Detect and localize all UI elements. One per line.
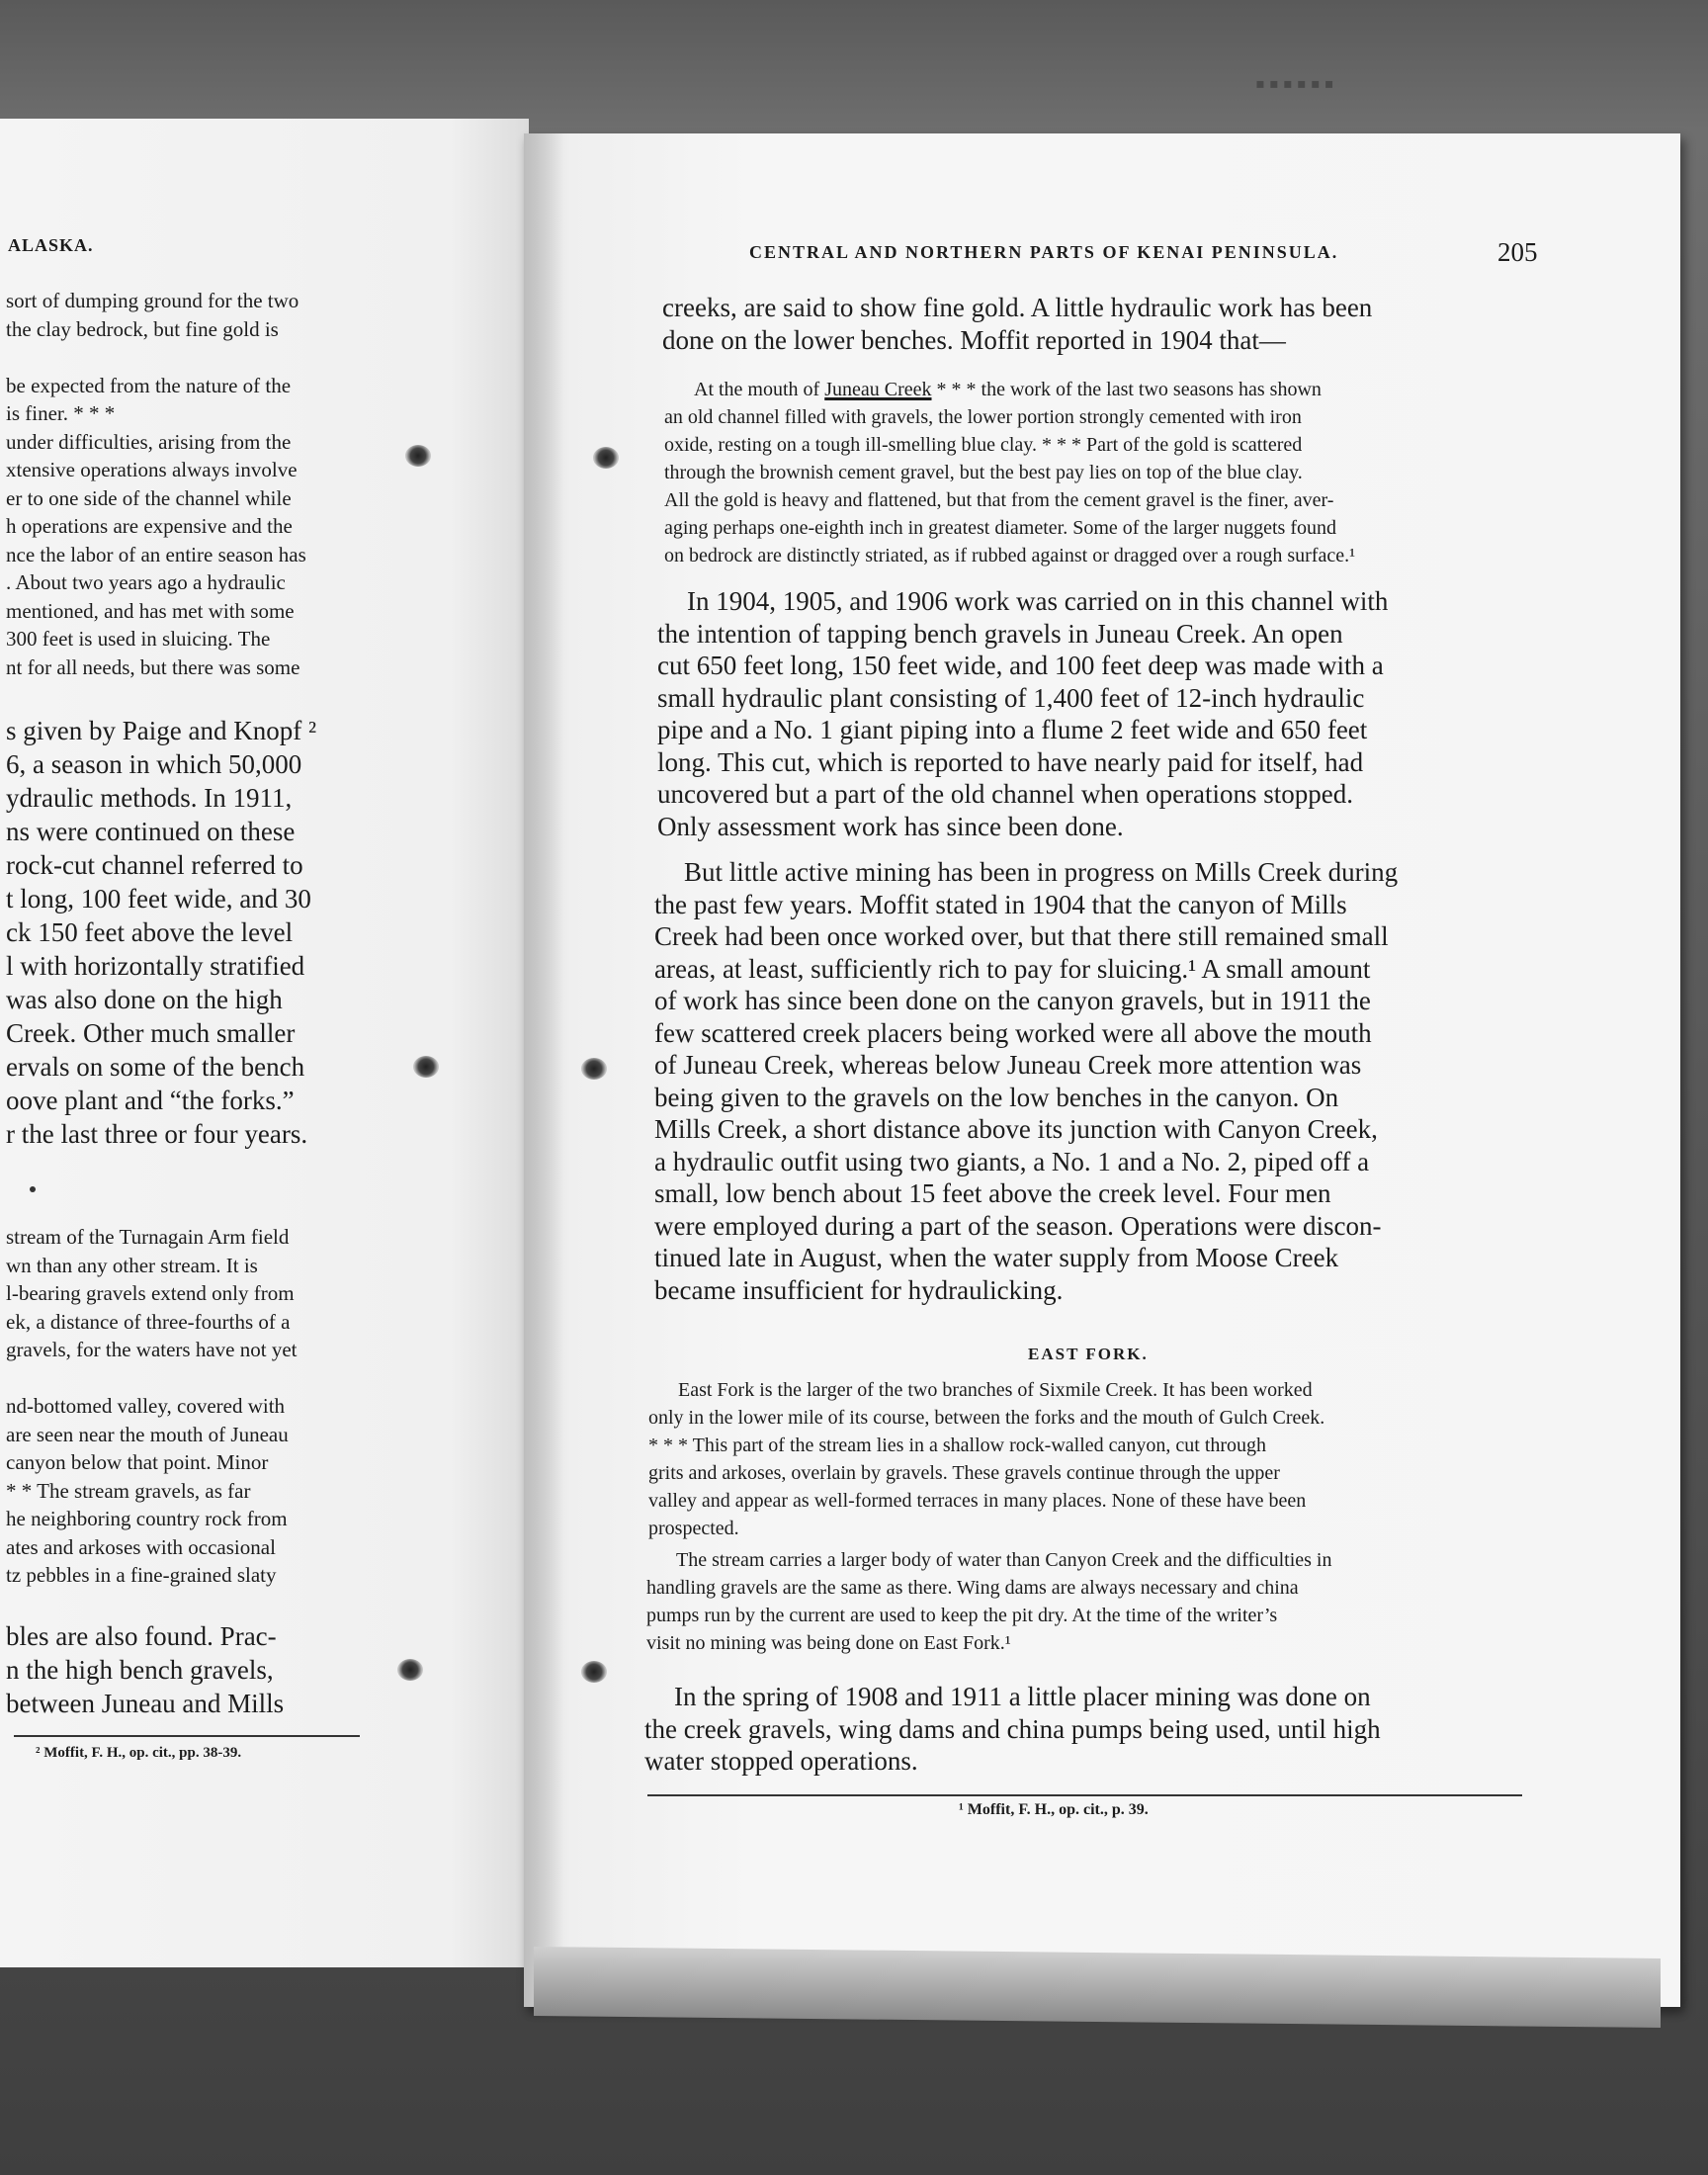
text-line: pipe and a No. 1 giant piping into a flume 2 feet wide and 650 feet xyxy=(657,715,1368,744)
text-line: a hydraulic outfit using two giants, a No. 1 and a No. 2, piped off a xyxy=(654,1146,1370,1176)
text-line: t long, 100 feet wide, and 30 xyxy=(6,884,311,914)
text-line: areas, at least, sufficiently rich to pay for sluicing.¹ A small amount xyxy=(654,953,1371,984)
text-line: . About two years ago a hydraulic xyxy=(6,570,286,594)
text-line: mentioned, and has met with some xyxy=(6,598,295,623)
text-line: The stream carries a larger body of water than Canyon Creek and the difficulties in xyxy=(676,1549,1332,1571)
text-line: the intention of tapping bench gravels in Juneau Creek. An open xyxy=(657,618,1343,649)
text-line xyxy=(6,343,372,372)
text-line: done on the lower benches. Moffit reported in 1904 that— xyxy=(662,324,1286,355)
text-line: long. This cut, which is reported to have nearly paid for itself, had xyxy=(657,746,1364,777)
section-heading-east-fork: EAST FORK. xyxy=(1028,1345,1149,1363)
binding-hole-right-3 xyxy=(581,1661,607,1683)
text-line: Creek. Other much smaller xyxy=(6,1018,296,1048)
text-line: ck 150 feet above the level xyxy=(6,917,294,947)
text-line: ydraulic methods. In 1911, xyxy=(6,783,293,813)
text-line: water stopped operations. xyxy=(644,1746,918,1776)
text-line: tz pebbles in a fine-grained slaty xyxy=(6,1563,277,1587)
text-line: uncovered but a part of the old channel when operations stopped. xyxy=(657,779,1354,809)
text-line: East Fork is the larger of the two branches of Sixmile Creek. It has been worked xyxy=(678,1379,1313,1401)
page-gutter-shadow xyxy=(524,133,563,2007)
text-line: er to one side of the channel while xyxy=(6,485,292,510)
paragraph-spring-1908 xyxy=(644,1681,1524,1778)
binding-hole-right-1 xyxy=(593,447,619,469)
intro-paragraph xyxy=(662,292,1542,356)
text-line: ek, a distance of three-fourths of a xyxy=(6,1309,291,1334)
text-line: 300 feet is used in sluicing. The xyxy=(6,627,271,651)
text-line: creeks, are said to show fine gold. A little hydraulic work has been xyxy=(662,293,1373,322)
text-line: handling gravels are the same as there. Wing dams are always necessary and china xyxy=(646,1577,1299,1599)
text-line: n the high bench gravels, xyxy=(6,1655,274,1685)
running-header: CENTRAL AND NORTHERN PARTS OF KENAI PENINSULA. xyxy=(749,242,1339,262)
text-line: bles are also found. Prac- xyxy=(6,1621,277,1651)
paragraph-mills-creek xyxy=(654,856,1534,1306)
text-line: nce the labor of an entire season has xyxy=(6,542,306,566)
text-line: 6, a season in which 50,000 xyxy=(6,749,302,779)
quote-suffix: * * * the work of the last two seasons has shown xyxy=(931,379,1322,400)
text-line: oxide, resting on a tough ill-smelling blue clay. * * * Part of the gold is scattered xyxy=(664,434,1303,456)
text-line: valley and appear as well-formed terraces in many places. None of these have been xyxy=(648,1490,1307,1512)
text-line: l-bearing gravels extend only from xyxy=(6,1281,295,1305)
block-quote-first-line xyxy=(664,376,1544,403)
text-line: of Juneau Creek, whereas below Juneau Creek more attention was xyxy=(654,1050,1362,1080)
text-line: being given to the gravels on the low benches in the canyon. On xyxy=(654,1082,1339,1112)
text-line: is finer. * * * xyxy=(6,401,116,425)
text-line: In 1904, 1905, and 1906 work was carried on in this channel with xyxy=(687,586,1389,616)
block-quote-lines xyxy=(664,403,1544,569)
footnote: ¹ Moffit, F. H., op. cit., p. 39. xyxy=(959,1801,1149,1818)
text-line: the clay bedrock, but fine gold is xyxy=(6,316,279,341)
left-running-header: ALASKA. xyxy=(8,235,94,255)
footnote-rule xyxy=(647,1794,1522,1796)
text-line: the past few years. Moffit stated in 1904 that the canyon of Mills xyxy=(654,889,1347,919)
text-line: of work has since been done on the canyon gravels, but in 1911 the xyxy=(654,986,1371,1015)
east-fork-quote-1 xyxy=(648,1376,1528,1542)
text-line: ervals on some of the bench xyxy=(6,1052,305,1082)
text-line: s given by Paige and Knopf ² xyxy=(6,716,317,745)
quote-prefix: At the mouth of xyxy=(694,379,825,400)
text-line: be expected from the nature of the xyxy=(6,373,292,397)
juneau-creek-underlined: Juneau Creek xyxy=(824,379,932,400)
text-line: the creek gravels, wing dams and china pumps being used, until high xyxy=(644,1713,1381,1744)
text-line: grits and arkoses, overlain by gravels. These gravels continue through the upper xyxy=(648,1462,1280,1484)
text-line: * * * This part of the stream lies in a shallow rock-walled canyon, cut through xyxy=(648,1435,1267,1456)
text-line: gravels, for the waters have not yet xyxy=(6,1338,298,1361)
text-line: ates and arkoses with occasional xyxy=(6,1534,276,1559)
text-line: through the brownish cement gravel, but the best pay lies on top of the blue clay. xyxy=(664,462,1303,483)
text-line: was also done on the high xyxy=(6,985,283,1014)
text-line: were employed during a part of the season. Operations were discon- xyxy=(654,1210,1382,1241)
text-line: wn than any other stream. It is xyxy=(6,1253,258,1277)
text-line: on bedrock are distinctly striated, as if rubbed against or dragged over a rough surface.¹ xyxy=(664,545,1356,566)
text-line: l with horizontally stratified xyxy=(6,951,305,981)
text-line: rock-cut channel referred to xyxy=(6,850,303,880)
text-line: he neighboring country rock from xyxy=(6,1507,288,1530)
text-line: nt for all needs, but there was some xyxy=(6,654,300,679)
left-footnote-rule xyxy=(14,1735,360,1737)
text-line xyxy=(6,1364,372,1393)
text-line: pumps run by the current are used to keep the pit dry. At the time of the writer’s xyxy=(646,1605,1278,1626)
text-line: visit no mining was being done on East Fork.¹ xyxy=(646,1632,1011,1654)
text-line: ns were continued on these xyxy=(6,817,296,846)
left-text-block-3 xyxy=(6,1223,372,1590)
text-line: small, low bench about 15 feet above the creek level. Four men xyxy=(654,1178,1331,1208)
text-line: canyon below that point. Minor xyxy=(6,1450,269,1474)
text-line: cut 650 feet long, 150 feet wide, and 100 feet deep was made with a xyxy=(657,651,1384,680)
text-line: * * The stream gravels, as far xyxy=(6,1478,251,1503)
text-line: prospected. xyxy=(648,1518,739,1539)
left-footnote: ² Moffit, F. H., op. cit., pp. 38-39. xyxy=(36,1745,242,1761)
text-line: r the last three or four years. xyxy=(6,1119,308,1149)
text-line: tinued late in August, when the water supply from Moose Creek xyxy=(654,1243,1339,1272)
text-line: few scattered creek placers being worked were all above the mouth xyxy=(654,1017,1372,1048)
left-text-block-2 xyxy=(6,714,372,1151)
text-line: stream of the Turnagain Arm field xyxy=(6,1225,290,1249)
text-line: sort of dumping ground for the two xyxy=(6,289,299,312)
text-line: are seen near the mouth of Juneau xyxy=(6,1422,289,1446)
text-line: Mills Creek, a short distance above its junction with Canyon Creek, xyxy=(654,1114,1378,1144)
text-line: small hydraulic plant consisting of 1,400 feet of 12-inch hydraulic xyxy=(657,682,1365,713)
ink-speck xyxy=(30,1186,36,1192)
text-line: an old channel filled with gravels, the lower portion strongly cemented with iron xyxy=(664,406,1302,428)
text-line: In the spring of 1908 and 1911 a little placer mining was done on xyxy=(674,1682,1371,1711)
text-line: But little active mining has been in progress on Mills Creek during xyxy=(684,857,1399,887)
paragraph-1904-work xyxy=(657,585,1537,842)
block-quote-moffit xyxy=(664,376,1544,569)
text-line: under difficulties, arising from the xyxy=(6,429,292,454)
left-text-block-4 xyxy=(6,1619,372,1720)
text-line: Only assessment work has since been done. xyxy=(657,811,1124,841)
binding-hole-right-2 xyxy=(581,1058,607,1080)
text-line: h operations are expensive and the xyxy=(6,514,293,538)
text-line: became insufficient for hydraulicking. xyxy=(654,1274,1064,1305)
text-line: oove plant and “the forks.” xyxy=(6,1086,295,1115)
text-line: All the gold is heavy and flattened, but that from the cement gravel is the finer, aver- xyxy=(664,489,1334,511)
text-line: between Juneau and Mills xyxy=(6,1689,285,1718)
page-number: 205 xyxy=(1497,237,1538,267)
faded-stamp-mark: ▪▪▪▪▪▪ xyxy=(1255,69,1338,100)
text-line: aging perhaps one-eighth inch in greatest diameter. Some of the larger nuggets found xyxy=(664,517,1336,539)
east-fork-quote-2 xyxy=(646,1546,1526,1657)
binding-hole-left-1 xyxy=(405,445,431,467)
page-bottom-edge xyxy=(534,1947,1661,2028)
binding-hole-left-3 xyxy=(397,1659,423,1681)
text-line: Creek had been once worked over, but that there still remained small xyxy=(654,921,1389,951)
text-line: xtensive operations always involve xyxy=(6,458,298,481)
text-line: nd-bottomed valley, covered with xyxy=(6,1394,286,1418)
left-text-block-1 xyxy=(6,287,372,681)
binding-hole-left-2 xyxy=(413,1056,439,1078)
text-line: only in the lower mile of its course, between the forks and the mouth of Gulch Creek. xyxy=(648,1407,1325,1429)
